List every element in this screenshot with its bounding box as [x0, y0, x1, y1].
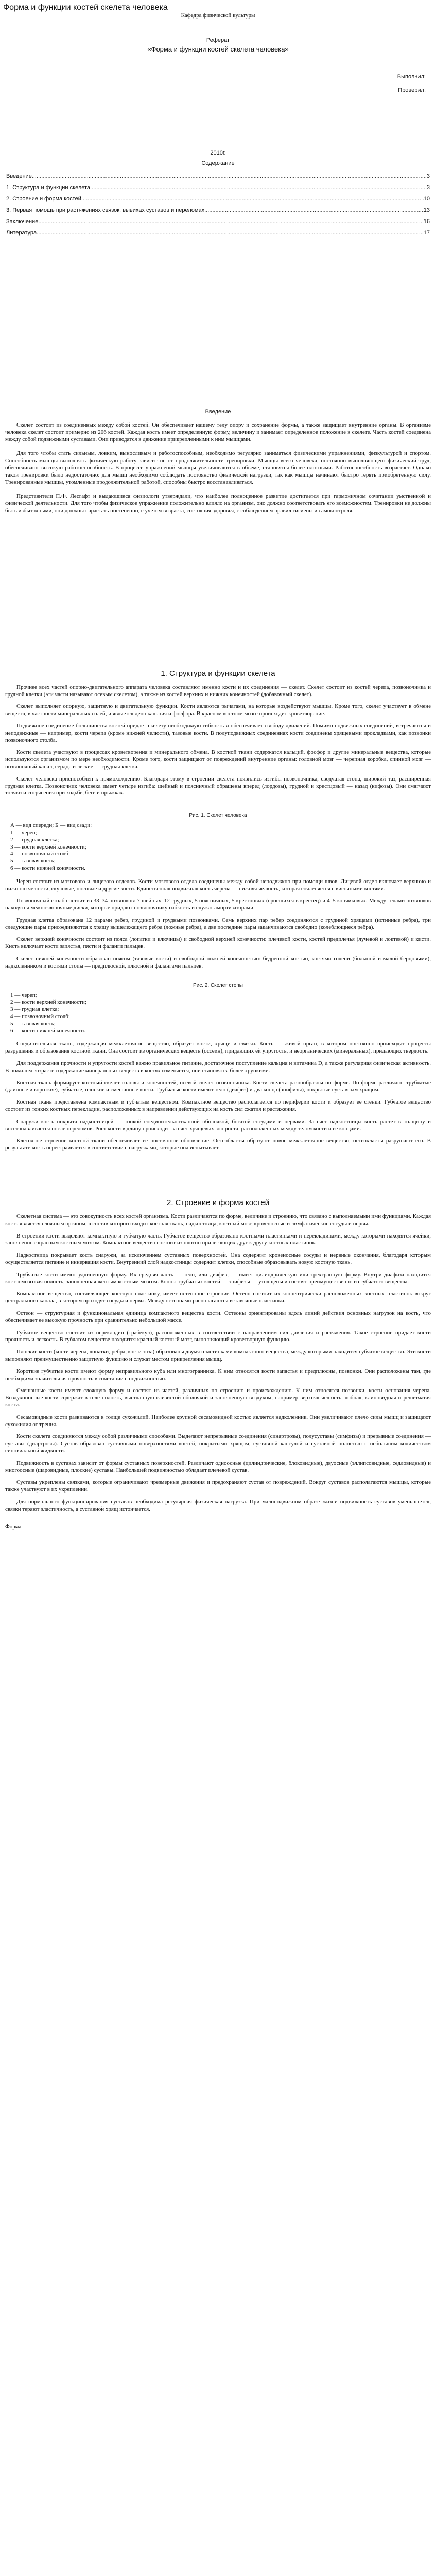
legend-item: 1 — череп; — [10, 992, 37, 998]
paragraph: Надкостница покрывает кость снаружи, за исключением суставных поверхностей. Она содержит кровеносные сосуды и нервные окончания, благодаря которым осуществляется питание и иннервация кости. Внутренний слой надкостницы содержит клетки, способные образовывать новую костную ткань. — [5, 1252, 431, 1265]
department: Кафедра физической культуры — [181, 12, 255, 19]
paragraph: Прочнее всех частей опорно-двигательного аппарата человека составляют именно кости и их соединения — скелет. Скелет состоит из костей черепа, позвоночника и грудной клетки (эти части называют осевым скелетом), а также из костей верхних и нижних конечностей (добавочный скелет). — [5, 684, 431, 698]
paragraph: Остеон — структурная и функциональная единица компактного вещества кости. Остеоны ориентированы вдоль линий действия основных нагрузок на кость, что обеспечивает ее высокую прочность при сравнительно небольшой массе. — [5, 1310, 431, 1324]
paragraph: Кости скелета участвуют в процессах кроветворения и минерального обмена. В костной ткани содержатся кальций, фосфор и другие минеральные вещества, которые используются организмом по мере необходимости. Кроме того, кости защищают от повреждений внутренние органы: головной мозг — черепная коробка, спинной мозг — позвоночный канал, сердце и легкие — грудная клетка. — [5, 749, 431, 770]
paragraph: Подвижность в суставах зависит от формы суставных поверхностей. Различают одноосные (цилиндрические, блоковидные), двуосные (эллипсовидные, седловидные) и многоосные (шаровидные, плоские) суставы. Наибольшей подвижностью обладает плечевой сустав. — [5, 1460, 431, 1473]
paragraph: Подвижное соединение большинства костей придает скелету необходимую гибкость и обеспечивает свободу движений. Помимо подвижных соединений, встречаются и неподвижные — например, кости черепа (кроме нижней челюсти), тазовые кости. В полуподвижных соединениях кости соединены хрящевыми прокладками, как позвонки позвоночного столба. — [5, 722, 431, 743]
checked-label: Проверил: — [398, 87, 426, 93]
essay-label: Реферат — [206, 37, 230, 43]
paragraph: Сесамовидные кости развиваются в толще сухожилий. Наиболее крупной сесамовидной костью является надколенник. Они увеличивают плечо силы мышц и защищают сухожилия от трения. — [5, 1414, 431, 1428]
paragraph: Скелет человека приспособлен к прямохождению. Благодаря этому в строении скелета появились изгибы позвоночника, сводчатая стопа, широкий таз, расширенная грудная клетка. Позвоночник человека имеет четыре изгиба: шейный и поясничный обращены вперед (лордозы), грудной и крестцовый — назад (кифозы). Они смягчают толчки и сотрясения при ходьбе, беге и прыжках. — [5, 775, 431, 796]
paragraph: Кости скелета соединяются между собой различными способами. Выделяют непрерывные соединения (синартрозы), полусуставы (симфизы) и прерывные соединения — суставы (диартрозы). Сустав образован суставными поверхностями костей, покрытыми хрящом, суставной капсулой и суставной полостью с небольшим количеством синовиальной жидкости. — [5, 1433, 431, 1454]
page-gap — [0, 515, 436, 669]
figure-legend — [5, 992, 431, 1035]
table-of-contents — [0, 171, 436, 239]
toc-item[interactable]: 1. Структура и функции скелета ..... 3 — [6, 182, 430, 193]
paragraph: Для того чтобы стать сильным, ловким, выносливым и работоспособным, необходимо регулярно заниматься физическими упражнениями, физкультурой и спортом. Способность мышцы выполнять физическую работу зависит не от продолжительности тренировки. Мышцы всего человека, постоянно выполняющего физический труд, обеспечивают высокую работоспособность. В процессе упражнений мышцы увеличиваются в объеме, становятся более плотными. Работоспособность возрастает. Однако такой тренировки было недостаточно: для мышц необходимо соблюдать постоянство физической нагрузки, так как мышцы начинают быстро терять приобретенную силу. Тренированные мышцы, утомленные продолжительной работой, способны быстро восстанавливаться. — [5, 450, 431, 485]
section-1 — [0, 669, 436, 1152]
intro-heading: Введение — [205, 409, 231, 415]
figure-caption: Рис. 2. Скелет стопы — [193, 982, 243, 988]
page-title: Форма и функции костей скелета человека — [3, 3, 168, 12]
essay-title: «Форма и функции костей скелета человека» — [147, 45, 289, 53]
paragraph: Скелет верхней конечности состоит из пояса (лопатки и ключицы) и свободной верхней конечности: плечевой кости, костей предплечья (лучевой и локтевой) и кисти. Кисть включает кости запястья, пясти и фаланги пальцев. — [5, 936, 431, 950]
paragraph: Костная ткань формирует костный скелет головы и конечностей, осевой скелет позвоночника. Кости скелета разнообразны по форме. По форме различают трубчатые (длинные и короткие), губчатые, плоские и смешанные кости. Трубчатые кости имеют тело (диафиз) и два конца (эпифизы), покрытые суставным хрящом. — [5, 1079, 431, 1093]
legend-item: 5 — тазовая кость; — [10, 858, 56, 865]
figure-caption: Рис. 1. Скелет человека — [189, 812, 247, 819]
legend-item: 1 — череп; — [10, 829, 37, 836]
paragraph: Костная ткань представлена компактным и губчатым веществом. Компактное вещество располагается по периферии кости и образует ее стенки. Губчатое вещество состоит из тонких костных перекладин, расположенных в направлении действующих на кость сил сжатия и растяжения. — [5, 1099, 431, 1113]
paragraph: Смешанные кости имеют сложную форму и состоят из частей, различных по строению и происхождению. К ним относятся позвонки, кости основания черепа. Воздухоносные кости содержат в теле полость, выстланную слизистой оболочкой и заполненную воздухом, например верхняя челюсть, лобная, клиновидная и решетчатая кости. — [5, 1387, 431, 1408]
paragraph: Череп состоит из мозгового и лицевого отделов. Кости мозгового отдела соединены между собой неподвижно при помощи швов. Лицевой отдел включает верхнюю и нижнюю челюсти, скуловые, носовые и другие кости. Единственная подвижная кость черепа — нижняя челюсть, которая сочленяется с височными костями. — [5, 878, 431, 892]
paragraph: Плоские кости (кости черепа, лопатки, ребра, кости таза) образованы двумя пластинками компактного вещества, между которыми находится губчатое вещество. Эти кости выполняют преимущественно защитную функцию и служат местом прикрепления мышц. — [5, 1349, 431, 1362]
contents-heading: Содержание — [201, 160, 235, 166]
legend-item: 3 — кости верхней конечности; — [10, 843, 86, 850]
paragraph: Скелет нижней конечности образован поясом (тазовые кости) и свободной нижней конечностью: бедренной костью, костями голени (большой и малой берцовыми), надколенником и костями стопы — предплюсной, плюсной и фалангами пальцев. — [5, 956, 431, 969]
legend-item: 6 — кости нижней конечности. — [10, 865, 85, 871]
figure-legend — [5, 822, 431, 872]
paragraph: Снаружи кость покрыта надкостницей — тонкой соединительнотканной оболочкой, богатой сосудами и нервами. За счет надкостницы кость растет в толщину и восстанавливается после переломов. Рост кости в длину происходит за счет хрящевых зон роста, расположенных между телом кости и ее концами. — [5, 1118, 431, 1132]
section-2-heading: 2. Строение и форма костей — [167, 1198, 269, 1208]
legend-item: 3 — грудная клетка; — [10, 1006, 59, 1013]
legend-item: 2 — грудная клетка; — [10, 836, 59, 843]
paragraph: Суставы укреплены связками, которые ограничивают чрезмерные движения и предохраняют сустав от повреждений. Вокруг суставов располагаются мышцы, которые также участвуют в их укреплении. — [5, 1479, 431, 1493]
paragraph: Компактное вещество, составляющее костную пластинку, имеет остеонное строение. Остеон состоит из концентрически расположенных костных пластинок вокруг центрального канала, в котором проходят сосуды и нервы. Между остеонами располагаются вставочные пластинки. — [5, 1291, 431, 1304]
legend-item: 4 — позвоночный столб; — [10, 851, 70, 857]
toc-item[interactable]: Заключение ..... 16 — [6, 216, 430, 227]
legend-item: А — вид спереди; Б — вид сзади: — [10, 822, 92, 829]
paragraph: Трубчатые кости имеют удлиненную форму. Их средняя часть — тело, или диафиз, — имеет цилиндрическую или трехгранную форму. Внутри диафиза находится костномозговая полость, заполненная желтым костным мозгом. Концы трубчатых костей — эпифизы — утолщены и состоят преимущественно из губчатого вещества. — [5, 1271, 431, 1285]
toc-item[interactable]: 3. Первая помощь при растяжениях связок, вывихах суставов и переломах ..... 13 — [6, 205, 430, 216]
title-page — [0, 12, 436, 166]
paragraph: Для нормального функционирования суставов необходима регулярная физическая нагрузка. При малоподвижном образе жизни подвижность суставов уменьшается, связки теряют эластичность, а суставной хрящ истончается. — [5, 1498, 431, 1512]
paragraph: Скелет выполняет опорную, защитную и двигательную функции. Кости являются рычагами, на которые воздействуют мышцы. Кроме того, скелет участвует в обмене веществ, в частности минеральных солей, и является депо кальция и фосфора. В красном костном мозге происходит кроветворение. — [5, 703, 431, 717]
toc-item[interactable]: Введение ..... 3 — [6, 171, 430, 182]
paragraph: Грудная клетка образована 12 парами ребер, грудиной и грудными позвонками. Семь верхних пар ребер соединяются с грудиной хрящами (истинные ребра), три следующие пары присоединяются к хрящу вышележащего ребра (ложные ребра), а две последние пары заканчиваются свободно (колеблющиеся ребра). — [5, 917, 431, 930]
section-2 — [0, 1198, 436, 1530]
page-gap — [0, 1152, 436, 1198]
toc-item[interactable]: 2. Строение и форма костей ..... 10 — [6, 193, 430, 205]
paragraph: Скелетная система — это совокупность всех костей организма. Кости различаются по форме, величине и строению, что связано с выполняемыми ими функциями. Каждая кость является сложным органом, в состав которого входит костная ткань, надкостница, костный мозг, кровеносные и лимфатические сосуды и нервы. — [5, 1213, 431, 1227]
toc-item[interactable]: Литература ..... 17 — [6, 227, 430, 239]
paragraph: Скелет состоит из соединенных между собой костей. Он обеспечивает нашему телу опору и сохранение формы, а также защищает внутренние органы. В организме человека скелет состоит примерно из 206 костей. Каждая кость имеет определенную форму, величину и занимает определенное положение в скелете. Часть костей соединена между собой подвижными суставами. Они приводятся в движение прикрепленными к ним мышцами. — [5, 422, 431, 443]
paragraph: Клеточное строение костной ткани обеспечивает ее постоянное обновление. Остеобласты образуют новое межклеточное вещество, остеокласты разрушают его. В результате кость перестраивается в соответствии с нагрузками, которые она испытывает. — [5, 1138, 431, 1151]
paragraph: Соединительная ткань, содержащая межклеточное вещество, образует кости, хрящи и связки. Кость — живой орган, в котором постоянно происходят процессы разрушения и образования костной ткани. Она состоит из органических веществ (оссеин), придающих ей упругость, и неорганических (минеральных), придающих твердость. — [5, 1041, 431, 1055]
legend-item: 5 — тазовая кость; — [10, 1020, 56, 1027]
year: 2010г. — [210, 150, 226, 156]
page-gap — [0, 239, 436, 409]
footer-text: Форма — [5, 1523, 22, 1530]
legend-item: 2 — кости верхней конечности; — [10, 999, 86, 1006]
paragraph: Губчатое вещество состоит из перекладин (трабекул), расположенных в соответствии с направлением сил давления и растяжения. Такое строение придает кости прочность и легкость. В губчатом веществе находится красный костный мозг, выполняющий кроветворную функцию. — [5, 1329, 431, 1343]
legend-item: 4 — позвоночный столб; — [10, 1013, 70, 1020]
paragraph: Короткие губчатые кости имеют форму неправильного куба или многогранника. К ним относятся кости запястья и предплюсны, позвонки. Они расположены там, где необходима значительная прочность в сочетании с подвижностью. — [5, 1368, 431, 1382]
paragraph: В строении кости выделяют компактную и губчатую часть. Губчатое вещество образовано костными пластинками и перекладинами, между которыми находятся ячейки, заполненные красным костным мозгом. Компактное вещество состоит из плотно прилегающих друг к другу костных пластинок. — [5, 1232, 431, 1246]
paragraph: Позвоночный столб состоит из 33–34 позвонков: 7 шейных, 12 грудных, 5 поясничных, 5 крестцовых (сросшихся в крестец) и 4–5 копчиковых. Между телами позвонков находятся межпозвоночные диски, которые придают позвоночнику гибкость и служат амортизаторами. — [5, 897, 431, 911]
paragraph: Для поддержания прочности и упругости костей важно правильное питание, достаточное поступление кальция и витамина D, а также регулярная физическая активность. В пожилом возрасте содержание минеральных веществ в костях изменяется, они становятся более хрупкими. — [5, 1060, 431, 1074]
legend-item: 6 — кости нижней конечности. — [10, 1027, 85, 1034]
introduction — [0, 409, 436, 515]
section-1-heading: 1. Структура и функции скелета — [161, 669, 275, 678]
performed-label: Выполнил: — [397, 74, 426, 80]
paragraph: Представители П.Ф. Лесгафт и выдающиеся физиологи утверждали, что наиболее полноценное развитие достигается при гармоничном сочетании умственной и физической деятельности. Для того чтобы физическое упражнение положительно влияло на организм, оно должно соответствовать его возможностям. Тренировки не должны быть избыточными, они должны нарастать постепенно, с учетом возраста, состояния здоровья, с соблюдением правил гигиены и самоконтроля. — [5, 493, 431, 514]
